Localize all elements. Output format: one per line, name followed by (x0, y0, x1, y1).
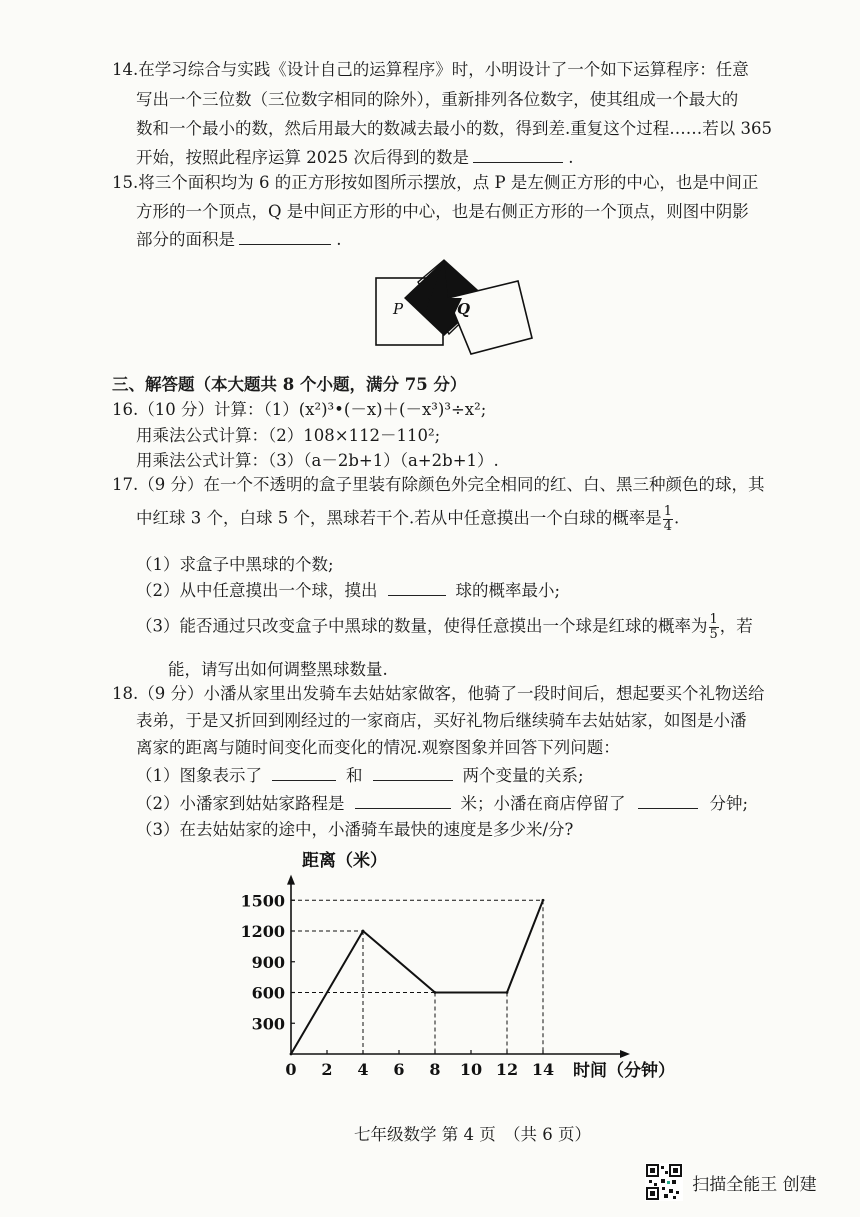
y-tick-label: 900 (251, 952, 285, 972)
q18-sub-2 (136, 796, 748, 813)
q14-line-4: 开始，按照此程序运算 2025 次后得到的数是 . (136, 148, 574, 167)
data-series (290, 899, 545, 1056)
q18-line-3: 离家的距离与随时间变化而变化的情况.观察图象并回答下列问题： (136, 738, 620, 757)
q15-line-3: 部分的面积是 . (136, 230, 342, 249)
chart-axes (287, 875, 630, 1058)
q15-answer-blank[interactable] (239, 243, 331, 245)
q15-line-2: 方形的一个顶点，Q 是中间正方形的中心，也是右侧正方形的一个顶点，则图中阴影 (136, 202, 749, 221)
q14-line-2: 写出一个三位数（三位数字相同的除外），重新排列各位数字，使其组成一个最大的 (136, 90, 739, 109)
fraction-one-fifth: $\frac{1}{5}$ (709, 612, 718, 642)
q17-sub-3-b: ，若 (719, 616, 753, 636)
q18-distance-blank[interactable] (355, 807, 451, 809)
q17-sub-2-b: 球的概率最小; (455, 581, 561, 600)
distance-time-chart (240, 846, 700, 1086)
q18-sub-2-b: 米；小潘在商店停留了 (460, 794, 626, 813)
point-p-label: P (393, 300, 404, 318)
data-point (362, 930, 365, 933)
q18-minutes-blank[interactable] (638, 807, 698, 809)
x-tick-label: 10 (459, 1060, 483, 1079)
x-tick-label: 14 (531, 1060, 555, 1079)
q17-line-2-text: 中红球 3 个，白球 5 个，黑球若干个.若从中任意摸出一个白球的概率是 (136, 508, 662, 528)
q18-line-1: 18.（9 分）小潘从家里出发骑车去姑姑家做客，他骑了一段时间后，想起要买个礼物送给 (112, 684, 765, 703)
y-tick-label: 1500 (240, 891, 285, 911)
y-axis-arrow (287, 875, 295, 885)
x-axis-arrow (620, 1050, 630, 1058)
x-tick-label: 2 (321, 1060, 333, 1079)
fraction-one-quarter: $\frac{1}{4}$ (663, 504, 673, 534)
tick-labels (240, 891, 554, 1079)
q17-sub-2-a: （2）从中任意摸出一个球，摸出 (136, 581, 378, 600)
q16-line-3: 用乘法公式计算：（3）（a－2b+1）（a+2b+1）. (136, 451, 499, 470)
x-tick-label: 4 (357, 1060, 369, 1079)
q16-line-1 (112, 402, 486, 419)
q18-variable-blank-1[interactable] (272, 779, 336, 781)
q18-sub-1-a: （1）图象表示了 (136, 766, 262, 785)
q18-sub-1 (136, 768, 584, 785)
q18-line-2: 表弟，于是又折回到刚经过的一家商店，买好礼物后继续骑车去姑姑家，如图是小潘 (136, 711, 747, 730)
q16-expression-1: (x²)³•(－x)＋(－x³)³÷x²; (298, 400, 487, 419)
data-point (542, 899, 545, 902)
x-tick-label: 6 (393, 1060, 405, 1079)
q18-variable-blank-2[interactable] (373, 779, 453, 781)
q15-line-3-text: 部分的面积是 (136, 230, 235, 249)
q17-sub-1: （1）求盒子中黑球的个数; (136, 555, 334, 574)
q17-line-1: 17.（9 分）在一个不透明的盒子里装有除颜色外完全相同的红、白、黑三种颜色的球，其 (112, 475, 765, 494)
q18-sub-1-c: 两个变量的关系; (462, 766, 584, 785)
distance-line (291, 900, 543, 1054)
q17-color-blank[interactable] (388, 594, 446, 596)
section-3-title: 三、解答题（本大题共 8 个小题，满分 75 分） (112, 375, 467, 394)
q14-line-4-text: 开始，按照此程序运算 2025 次后得到的数是 (136, 148, 469, 167)
q16-line-2: 用乘法公式计算：（2）108×112－110²; (136, 426, 441, 445)
q14-line-1: 14.在学习综合与实践《设计自己的运算程序》时，小明设计了一个如下运算程序：任意 (112, 60, 749, 79)
scanner-watermark (645, 1163, 817, 1201)
q18-sub-3: （3）在去姑姑家的途中，小潘骑车最快的速度是多少米/分? (136, 820, 574, 839)
q17-sub-2 (136, 583, 560, 600)
qr-code-icon (645, 1163, 683, 1201)
data-point (434, 991, 437, 994)
x-tick-label: 12 (495, 1060, 519, 1079)
q15-line-1: 15.将三个面积均为 6 的正方形按如图所示摆放，点 P 是左侧正方形的中心，也是中间正 (112, 173, 759, 192)
x-axis-label: 时间（分钟） (573, 1061, 675, 1081)
q17-sub-3-a: （3）能否通过只改变盒子中黑球的数量，使得任意摸出一个球是红球的概率为 (136, 616, 708, 636)
y-tick-label: 300 (251, 1014, 285, 1034)
x-tick-label: 0 (285, 1060, 297, 1079)
y-tick-label: 1200 (240, 922, 285, 941)
watermark-text: 扫描全能王 创建 (692, 1174, 817, 1195)
q18-sub-2-c: 分钟; (709, 794, 749, 813)
y-tick-label: 600 (251, 983, 285, 1003)
q18-sub-1-b: 和 (346, 766, 363, 785)
q17-sub-3 (136, 613, 753, 641)
data-point (506, 991, 509, 994)
q17-line-2: 中红球 3 个，白球 5 个，黑球若干个.若从中任意摸出一个白球的概率是 $\frac{1}{4}$ . (136, 504, 680, 534)
y-axis-label: 距离（米） (302, 851, 387, 871)
data-point (290, 1053, 293, 1056)
point-q-label: Q (457, 300, 471, 318)
page-footer: 七年级数学 第 4 页 （共 6 页） (354, 1125, 591, 1144)
x-tick-label: 8 (429, 1060, 441, 1079)
q17-sub-3-cont: 能，请写出如何调整黑球数量. (168, 660, 388, 679)
q18-sub-2-a: （2）小潘家到姑姑家路程是 (136, 794, 345, 813)
q14-line-3: 数和一个最小的数，然后用最大的数减去最小的数，得到差.重复这个过程……若以 365 (136, 119, 772, 138)
q14-answer-blank[interactable] (473, 161, 563, 163)
squares-figure (360, 250, 550, 360)
q16-head: 16.（10 分）计算：（1） (112, 400, 299, 419)
